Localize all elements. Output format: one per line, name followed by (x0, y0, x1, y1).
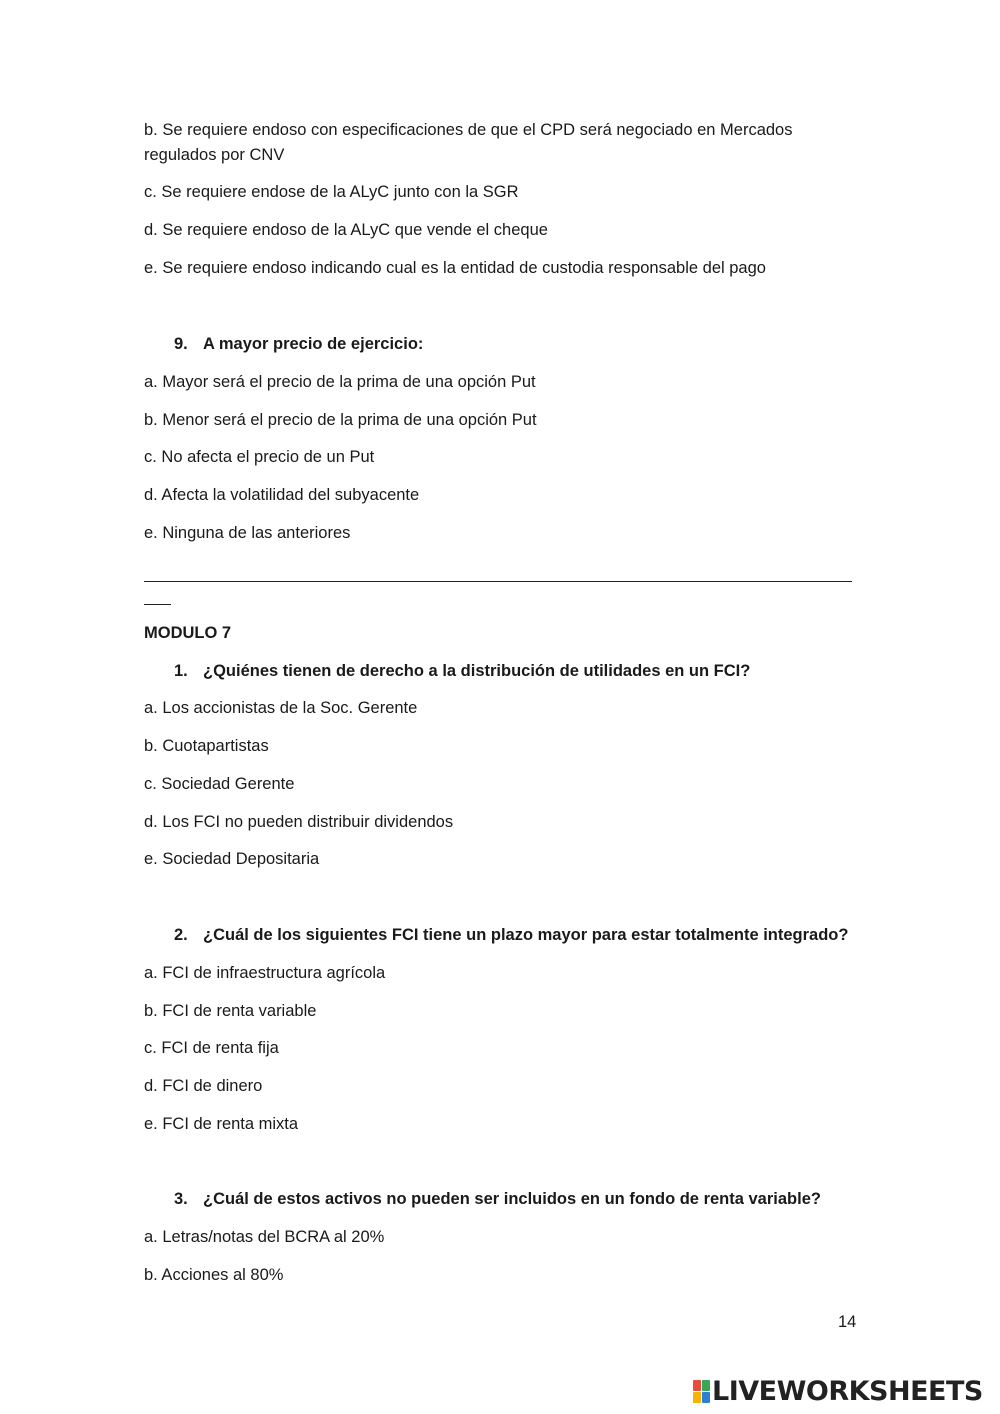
answer-option: c. FCI de renta fija (144, 1039, 279, 1057)
answer-option: a. Letras/notas del BCRA al 20% (144, 1228, 385, 1246)
page-number: 14 (838, 1313, 857, 1331)
answer-option: e. Se requiere endoso indicando cual es la entidad de custodia responsable del pago (144, 259, 766, 277)
liveworksheets-wordmark: LIVEWORKSHEETS (712, 1375, 983, 1407)
answer-option: d. Se requiere endoso de la ALyC que vende el cheque (144, 221, 548, 239)
answer-option: c. Sociedad Gerente (144, 775, 295, 793)
question-number: 1. (174, 662, 188, 680)
liveworksheets-icon (693, 1380, 709, 1402)
logo-square-yellow (693, 1392, 701, 1403)
answer-option: b. Menor será el precio de la prima de una opción Put (144, 411, 537, 429)
logo-square-red (693, 1380, 701, 1391)
question-number: 3. (174, 1190, 188, 1208)
section-divider (144, 581, 852, 582)
answer-option: c. No afecta el precio de un Put (144, 448, 375, 466)
question-text: ¿Quiénes tienen de derecho a la distribución de utilidades en un FCI? (203, 662, 751, 680)
question-2 (174, 924, 848, 946)
question-text: A mayor precio de ejercicio: (203, 335, 424, 353)
logo-square-green (702, 1380, 710, 1391)
question-9 (174, 333, 423, 355)
answer-option: b. FCI de renta variable (144, 1002, 317, 1020)
question-number: 9. (174, 335, 188, 353)
section-divider-tail (144, 604, 171, 605)
answer-option: c. Se requiere endose de la ALyC junto con la SGR (144, 183, 519, 201)
answer-option: d. Afecta la volatilidad del subyacente (144, 486, 420, 504)
answer-option-continuation: regulados por CNV (144, 146, 285, 164)
question-text: ¿Cuál de estos activos no pueden ser incluidos en un fondo de renta variable? (203, 1190, 821, 1208)
question-text: ¿Cuál de los siguientes FCI tiene un plazo mayor para estar totalmente integrado? (203, 926, 849, 944)
answer-option: d. Los FCI no pueden distribuir dividendos (144, 813, 454, 831)
answer-option: b. Cuotapartistas (144, 737, 269, 755)
question-number: 2. (174, 926, 188, 944)
answer-option: b. Se requiere endoso con especificaciones de que el CPD será negociado en Mercados (144, 121, 793, 139)
logo-square-blue (702, 1392, 710, 1403)
answer-option: a. FCI de infraestructura agrícola (144, 964, 386, 982)
answer-option: a. Los accionistas de la Soc. Gerente (144, 699, 418, 717)
liveworksheets-logo (693, 1375, 983, 1407)
answer-option: b. Acciones al 80% (144, 1266, 284, 1284)
question-1 (174, 660, 750, 682)
answer-option: e. Sociedad Depositaria (144, 850, 320, 868)
answer-option: e. FCI de renta mixta (144, 1115, 299, 1133)
answer-option: a. Mayor será el precio de la prima de una opción Put (144, 373, 536, 391)
question-3 (174, 1188, 821, 1210)
answer-option: d. FCI de dinero (144, 1077, 263, 1095)
module-title: MODULO 7 (144, 624, 232, 642)
answer-option: e. Ninguna de las anteriores (144, 524, 351, 542)
